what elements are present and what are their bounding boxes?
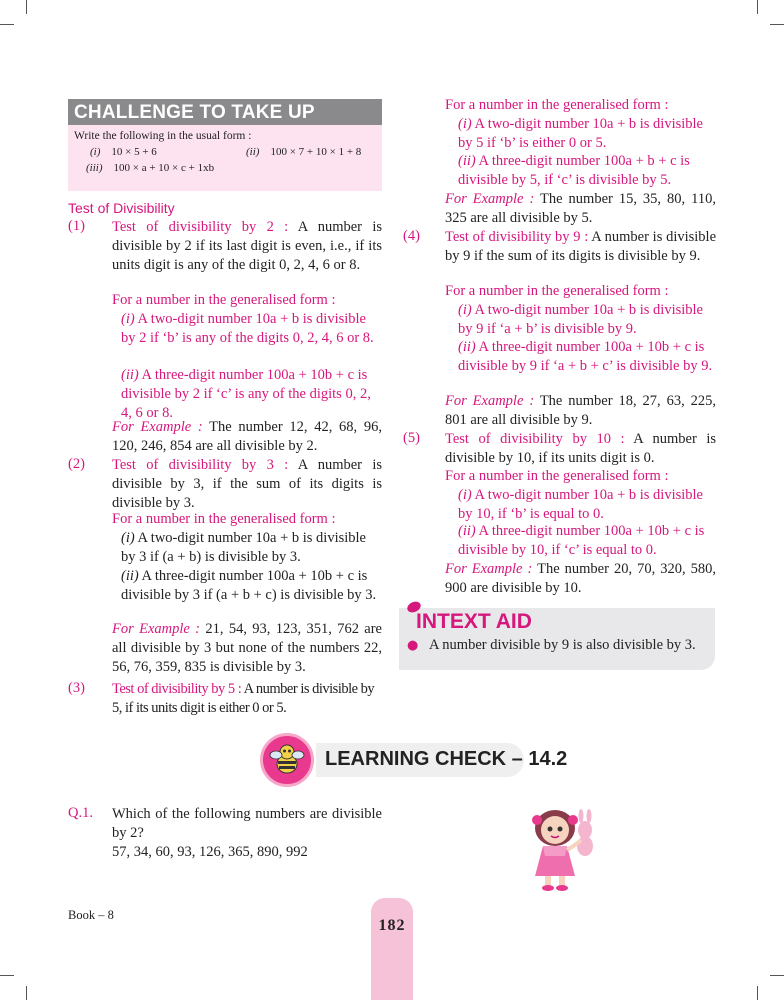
example: For Example : The number 18, 27, 63, 225, 801 are all divisible by 9. — [445, 393, 716, 428]
sub-item: (ii) A three-digit number 100a + b + c is divisible by 5, if ‘c’ is divisible by 5. — [458, 153, 690, 188]
item-number: (5) — [403, 430, 420, 446]
crop-mark — [770, 24, 784, 25]
generalised-label: For a number in the generalised form : — [112, 292, 336, 308]
sub-item: (i) A two-digit number 10a + b is divisible by 10, if ‘b’ is equal to 0. — [458, 487, 703, 522]
section-heading: Test of Divisibility — [68, 200, 175, 216]
sub-item: (ii) A three-digit number 100a + 10b + c is divisible by 9 if ‘a + b + c’ is divisible by 9. — [458, 339, 713, 374]
item-number: (1) — [68, 218, 85, 234]
test-heading: Test of divisibility by 2 : — [112, 219, 289, 235]
intext-text: A number divisible by 9 is also divisible by 3. — [429, 637, 696, 653]
book-label: Book – 8 — [68, 908, 114, 922]
item-number: (4) — [403, 228, 420, 244]
question-numbers: 57, 34, 60, 93, 126, 365, 890, 992 — [112, 844, 308, 860]
generalised-label: For a number in the generalised form : — [112, 511, 336, 527]
bee-icon — [263, 736, 311, 784]
test-by-5: Test of divisibility by 5 : A number is divisible by 5, if its units digit is either 0 or 5. — [112, 681, 375, 716]
sub-item: (i) A two-digit number 10a + b is divisible by 3 if (a + b) is divisible by 3. — [121, 530, 366, 565]
question-text: Which of the following numbers are divisible by 2? — [112, 806, 382, 841]
intext-title: INTEXT AID — [416, 610, 532, 633]
challenge-box — [68, 99, 382, 191]
page-number: 182 — [378, 917, 406, 934]
item-number: (3) — [68, 680, 85, 696]
generalised-label: For a number in the generalised form : — [445, 468, 669, 484]
sub-item: (i) A two-digit number 10a + b is divisible by 9 if ‘a + b’ is divisible by 9. — [458, 302, 703, 337]
example: For Example : The number 12, 42, 68, 96, 120, 246, 854 are all divisible by 2. — [112, 419, 382, 454]
learning-check-title: LEARNING CHECK – 14.2 — [325, 748, 568, 770]
bullet-icon: ● — [407, 638, 419, 653]
girl-illustration — [515, 800, 605, 892]
challenge-intro: Write the following in the usual form : — [74, 130, 252, 142]
challenge-item: (iii) 100 × a + 10 × c + 1xb — [86, 162, 215, 174]
test-by-3: Test of divisibility by 3 : A number is divisible by 3, if the sum of its digits is divisible by 3. — [112, 457, 382, 511]
challenge-item: (i) 10 × 5 + 6 — [90, 146, 157, 158]
item-number: (2) — [68, 456, 85, 472]
sub-item: (ii) A three-digit number 100a + 10b + c is divisible by 10, if ‘c’ is equal to 0. — [458, 523, 705, 558]
page-tab — [371, 898, 413, 1000]
sub-item: (i) A two-digit number 10a + b is divisible by 5 if ‘b’ is either 0 or 5. — [458, 116, 703, 151]
sub-item: (ii) A three-digit number 100a + 10b + c is divisible by 3 if (a + b + c) is divisible by 3. — [121, 568, 377, 603]
crop-mark — [757, 986, 758, 1000]
intext-aid-box — [399, 608, 715, 670]
test-by-2: Test of divisibility by 2 : A number is divisible by 2 if its last digit is even, i.e., if its units digit is any of the digit 0, 2, 4, 6 or 8. — [112, 219, 382, 273]
challenge-title: CHALLENGE TO TAKE UP — [68, 99, 382, 125]
question-number: Q.1. — [68, 805, 93, 821]
generalised-label: For a number in the generalised form : — [445, 283, 669, 299]
sub-item: (i) A two-digit number 10a + b is divisible by 2 if ‘b’ is any of the digits 0, 2, 4, 6 or 8. — [121, 311, 374, 346]
crop-mark — [770, 975, 784, 976]
test-by-10: Test of divisibility by 10 : A number is divisible by 10, if its units digit is 0. — [445, 431, 716, 466]
challenge-item: (ii) 100 × 7 + 10 × 1 + 8 — [246, 146, 362, 158]
sub-item: (ii) A three-digit number 100a + 10b + c is divisible by 2 if ‘c’ is any of the digits 0, 2, 4, 6 or 8. — [121, 367, 371, 421]
test-by-9: Test of divisibility by 9 : A number is divisible by 9 if the sum of its digits is divisible by 9. — [445, 229, 717, 264]
crop-mark — [0, 24, 14, 25]
crop-mark — [26, 0, 27, 14]
crop-mark — [0, 975, 14, 976]
example: For Example : The number 15, 35, 80, 110, 325 are all divisible by 5. — [445, 191, 716, 226]
crop-mark — [757, 0, 758, 14]
generalised-label: For a number in the generalised form : — [445, 97, 669, 113]
crop-mark — [26, 986, 27, 1000]
learning-check-badge — [260, 733, 314, 787]
example: For Example : The number 20, 70, 320, 580, 900 are divisible by 10. — [445, 561, 716, 596]
example: For Example : 21, 54, 93, 123, 351, 762 are all divisible by 3 but none of the numbers 22, 56, 76, 359, 835 is divisible by 3. — [112, 621, 382, 675]
